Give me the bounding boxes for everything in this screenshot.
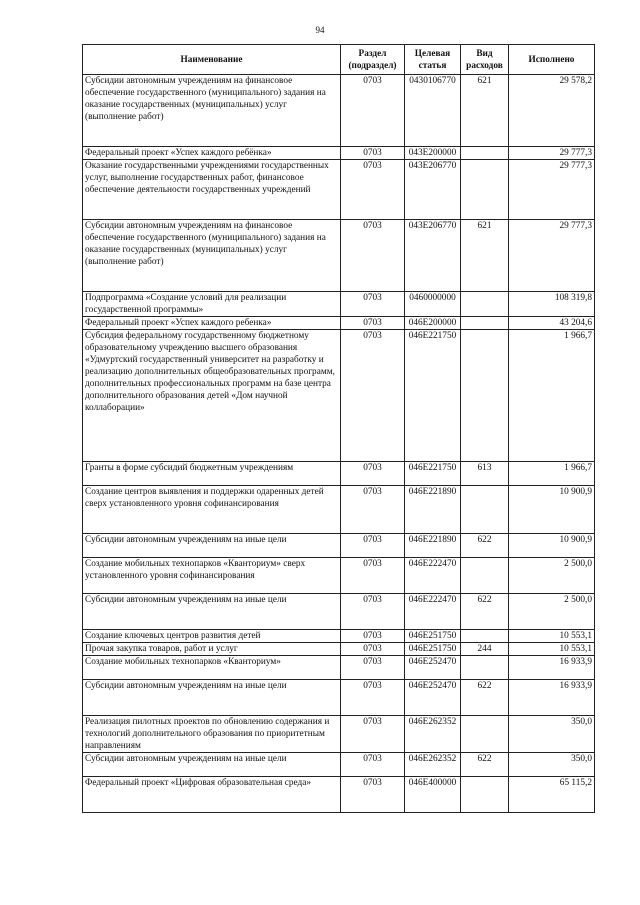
- row-expense-type: 622: [461, 753, 509, 777]
- row-expense-type: [461, 330, 509, 462]
- table-row: [83, 643, 595, 656]
- row-name: Создание центров выявления и поддержки одаренных детей сверх установленного уровня софинансирования: [83, 486, 341, 534]
- row-expense-type: 244: [461, 643, 509, 656]
- row-target: 0430106770: [405, 75, 461, 147]
- row-name: Федеральный проект «Успех каждого ребенка»: [83, 317, 341, 330]
- row-amount: 10 553,1: [509, 630, 595, 643]
- row-amount: 10 900,9: [509, 486, 595, 534]
- row-amount: 10 900,9: [509, 534, 595, 558]
- row-expense-type: [461, 558, 509, 594]
- row-name: Субсидии автономным учреждениям на финансовое обеспечение государственного (муниципального) задания на оказание государственных (муниципальных) услуг (выполнение работ): [83, 75, 341, 147]
- row-expense-type: [461, 630, 509, 643]
- row-name: Федеральный проект «Успех каждого ребёнка»: [83, 147, 341, 160]
- table-row: [83, 558, 595, 594]
- row-target: 046E252470: [405, 656, 461, 680]
- budget-table: [82, 44, 595, 813]
- row-section: 0703: [341, 220, 405, 292]
- row-name: Гранты в форме субсидий бюджетным учреждениям: [83, 462, 341, 486]
- row-amount: 350,0: [509, 753, 595, 777]
- row-section: 0703: [341, 462, 405, 486]
- row-target: 046E222470: [405, 594, 461, 630]
- row-target: 046E221890: [405, 486, 461, 534]
- row-expense-type: [461, 486, 509, 534]
- row-expense-type: [461, 777, 509, 813]
- row-target: 043E206770: [405, 220, 461, 292]
- row-section: 0703: [341, 330, 405, 462]
- table-row: [83, 486, 595, 534]
- table-row: [83, 630, 595, 643]
- row-section: 0703: [341, 534, 405, 558]
- row-amount: 65 115,2: [509, 777, 595, 813]
- table-body: [83, 75, 595, 813]
- row-expense-type: 621: [461, 220, 509, 292]
- row-name: Субсидии автономным учреждениям на иные цели: [83, 680, 341, 716]
- row-expense-type: 622: [461, 680, 509, 716]
- row-section: 0703: [341, 753, 405, 777]
- row-amount: 29 777,3: [509, 147, 595, 160]
- row-amount: 2 500,0: [509, 558, 595, 594]
- table-row: [83, 75, 595, 147]
- table-row: [83, 680, 595, 716]
- row-expense-type: [461, 160, 509, 220]
- table-row: [83, 330, 595, 462]
- header-section: Раздел (подраздел): [341, 45, 405, 75]
- row-section: 0703: [341, 160, 405, 220]
- row-target: 046E221750: [405, 462, 461, 486]
- row-name: Подпрограмма «Создание условий для реализации государственной программы»: [83, 292, 341, 317]
- header-amount: Исполнено: [509, 45, 595, 75]
- row-amount: 1 966,7: [509, 330, 595, 462]
- row-name: Создание мобильных технопарков «Кванториум» сверх установленного уровня софинансирования: [83, 558, 341, 594]
- row-section: 0703: [341, 594, 405, 630]
- table-row: [83, 753, 595, 777]
- row-section: 0703: [341, 656, 405, 680]
- row-amount: 350,0: [509, 716, 595, 753]
- row-target: 0460000000: [405, 292, 461, 317]
- row-target: 046E252470: [405, 680, 461, 716]
- header-target: Целевая статья: [405, 45, 461, 75]
- table-row: [83, 317, 595, 330]
- row-expense-type: [461, 292, 509, 317]
- row-target: 046E262352: [405, 753, 461, 777]
- table-row: [83, 160, 595, 220]
- table-row: [83, 147, 595, 160]
- row-target: 046E251750: [405, 643, 461, 656]
- row-target: 046E200000: [405, 317, 461, 330]
- table-header-row: [83, 45, 595, 75]
- row-amount: 16 933,9: [509, 680, 595, 716]
- row-name: Реализация пилотных проектов по обновлению содержания и технологий дополнительного образования по приоритетным направлениям: [83, 716, 341, 753]
- table-row: [83, 777, 595, 813]
- row-amount: 29 578,2: [509, 75, 595, 147]
- row-amount: 43 204,6: [509, 317, 595, 330]
- row-section: 0703: [341, 643, 405, 656]
- row-amount: 29 777,3: [509, 160, 595, 220]
- row-target: 046E262352: [405, 716, 461, 753]
- row-section: 0703: [341, 317, 405, 330]
- row-name: Субсидии автономным учреждениям на иные цели: [83, 534, 341, 558]
- row-section: 0703: [341, 680, 405, 716]
- row-expense-type: 622: [461, 594, 509, 630]
- table-row: [83, 716, 595, 753]
- row-amount: 29 777,3: [509, 220, 595, 292]
- row-expense-type: [461, 656, 509, 680]
- row-target: 043E200000: [405, 147, 461, 160]
- row-name: Субсидии автономным учреждениям на иные цели: [83, 594, 341, 630]
- row-target: 046E251750: [405, 630, 461, 643]
- row-section: 0703: [341, 558, 405, 594]
- table-row: [83, 292, 595, 317]
- page-number: 94: [315, 25, 325, 35]
- row-section: 0703: [341, 777, 405, 813]
- row-expense-type: 622: [461, 534, 509, 558]
- header-name: Наименование: [83, 45, 341, 75]
- row-name: Оказание государственными учреждениями государственных услуг, выполнение государственных работ, финансовое обеспечение деятельности государственных учреждений: [83, 160, 341, 220]
- row-section: 0703: [341, 75, 405, 147]
- row-name: Субсидии автономным учреждениям на иные цели: [83, 753, 341, 777]
- row-expense-type: [461, 716, 509, 753]
- table-row: [83, 594, 595, 630]
- row-amount: 16 933,9: [509, 656, 595, 680]
- table-row: [83, 462, 595, 486]
- table-row: [83, 534, 595, 558]
- row-name: Создание ключевых центров развития детей: [83, 630, 341, 643]
- table-row: [83, 220, 595, 292]
- row-amount: 10 553,1: [509, 643, 595, 656]
- row-target: 046E221750: [405, 330, 461, 462]
- table-row: [83, 656, 595, 680]
- row-section: 0703: [341, 147, 405, 160]
- header-expense-type: Вид расходов: [461, 45, 509, 75]
- row-target: 046E400000: [405, 777, 461, 813]
- row-expense-type: 621: [461, 75, 509, 147]
- row-name: Создание мобильных технопарков «Кванториум»: [83, 656, 341, 680]
- row-section: 0703: [341, 486, 405, 534]
- row-name: Субсидия федеральному государственному бюджетному образовательному учреждению высшего образования «Удмуртский государственный университет на разработку и реализацию дополнительных общеобразовательных программ, дополнительных профессиональных программ на базе центра дополнительного образования детей «Дом научной коллаборации»: [83, 330, 341, 462]
- row-expense-type: [461, 317, 509, 330]
- row-section: 0703: [341, 716, 405, 753]
- row-amount: 108 319,8: [509, 292, 595, 317]
- row-section: 0703: [341, 630, 405, 643]
- row-target: 043E206770: [405, 160, 461, 220]
- row-target: 046E222470: [405, 558, 461, 594]
- row-expense-type: [461, 147, 509, 160]
- row-amount: 2 500,0: [509, 594, 595, 630]
- row-expense-type: 613: [461, 462, 509, 486]
- row-target: 046E221890: [405, 534, 461, 558]
- row-section: 0703: [341, 292, 405, 317]
- row-amount: 1 966,7: [509, 462, 595, 486]
- row-name: Субсидии автономным учреждениям на финансовое обеспечение государственного (муниципального) задания на оказание государственных (муниципальных) услуг (выполнение работ): [83, 220, 341, 292]
- row-name: Прочая закупка товаров, работ и услуг: [83, 643, 341, 656]
- row-name: Федеральный проект «Цифровая образовательная среда»: [83, 777, 341, 813]
